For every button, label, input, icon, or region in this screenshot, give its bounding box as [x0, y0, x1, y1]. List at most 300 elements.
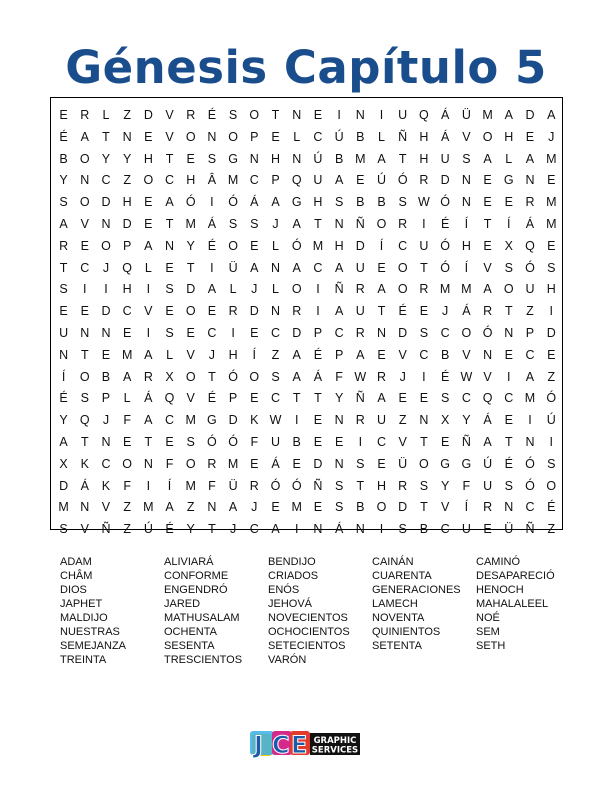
grid-letter: N [355, 108, 365, 122]
grid-letter: L [102, 108, 110, 122]
grid-letter: Y [186, 522, 195, 537]
word-list-item: SEM [476, 626, 500, 638]
grid-letter: E [165, 260, 174, 275]
grid-letter: C [165, 413, 175, 428]
grid-letter: H [313, 195, 323, 210]
grid-letter: N [292, 108, 302, 122]
grid-letter: A [334, 304, 344, 319]
grid-letter: L [123, 391, 131, 406]
grid-letter: Á [483, 413, 492, 428]
grid-letter: C [377, 434, 387, 449]
grid-letter: L [272, 238, 279, 253]
grid-letter: T [314, 216, 322, 231]
grid-letter: M [312, 238, 324, 253]
word-list-item: CRIADOS [268, 570, 319, 582]
grid-letter: Y [186, 238, 195, 253]
grid-letter: V [398, 434, 407, 449]
logo-letter-e: E [291, 731, 308, 759]
grid-letter: É [165, 522, 174, 537]
grid-letter: Ó [270, 478, 281, 493]
grid-letter: Y [462, 413, 471, 428]
grid-letter: Ú [546, 413, 556, 428]
word-list-item: BENDIJO [268, 556, 316, 568]
grid-letter: J [102, 260, 110, 275]
grid-letter: D [525, 108, 535, 122]
grid-letter: I [146, 325, 151, 340]
word-list-item: GENERACIONES [372, 584, 461, 596]
grid-letter: Í [464, 500, 469, 515]
grid-letter: R [186, 108, 196, 122]
word-list-item: DIOS [60, 584, 87, 596]
grid-letter: V [186, 391, 195, 406]
grid-letter: N [122, 129, 132, 144]
grid-letter: I [316, 304, 320, 319]
grid-letter: O [79, 151, 90, 166]
grid-letter: R [377, 369, 387, 384]
grid-letter: U [355, 304, 365, 319]
grid-letter: I [507, 369, 511, 384]
grid-letter: V [483, 369, 492, 384]
grid-letter: Á [271, 456, 280, 471]
grid-letter: Ó [207, 434, 217, 449]
grid-letter: N [165, 238, 175, 253]
grid-letter: Ó [525, 260, 535, 275]
grid-letter: Z [271, 347, 280, 362]
grid-row [51, 236, 562, 258]
grid-letter: R [80, 108, 90, 122]
grid-letter: Á [334, 522, 344, 537]
grid-letter: D [228, 413, 238, 428]
grid-letter: O [79, 195, 90, 210]
grid-letter: C [440, 522, 450, 537]
grid-letter: S [504, 478, 513, 493]
grid-letter: Á [144, 391, 153, 406]
grid-letter: Y [59, 173, 68, 188]
grid-letter: I [528, 413, 532, 428]
grid-letter: B [377, 195, 386, 210]
grid-letter: E [483, 522, 492, 537]
grid-letter: E [313, 434, 323, 449]
grid-letter: Ü [228, 260, 238, 275]
grid-letter: O [185, 129, 196, 144]
grid-letter: Z [123, 522, 131, 537]
grid-letter: U [355, 260, 365, 275]
grid-letter: I [379, 108, 384, 122]
grid-letter: E [80, 304, 89, 319]
grid-letter: Z [547, 522, 556, 537]
grid-letter: Ó [185, 195, 196, 210]
grid-letter: M [439, 282, 451, 297]
grid-letter: T [504, 304, 513, 319]
grid-letter: É [59, 391, 68, 406]
grid-letter: H [122, 195, 132, 210]
grid-letter: O [143, 173, 154, 188]
grid-letter: S [419, 478, 429, 493]
grid-letter: T [420, 500, 428, 515]
grid-letter: M [482, 108, 493, 122]
grid-letter: Í [379, 238, 384, 253]
grid-letter: N [504, 500, 514, 515]
grid-letter: E [440, 434, 450, 449]
grid-letter: J [548, 129, 555, 144]
grid-letter: N [525, 173, 535, 188]
grid-letter: C [101, 456, 111, 471]
word-list-item: TREINTA [60, 654, 107, 666]
grid-letter: U [440, 151, 450, 166]
grid-letter: Ü [461, 108, 471, 122]
grid-letter: I [231, 325, 235, 340]
grid-letter: Ñ [355, 391, 365, 406]
grid-letter: C [419, 347, 429, 362]
grid-letter: E [313, 413, 323, 428]
grid-letter: I [294, 413, 299, 428]
grid-letter: R [143, 369, 153, 384]
word-list-item: NUESTRAS [60, 626, 120, 638]
grid-letter: N [249, 151, 259, 166]
grid-letter: A [292, 216, 301, 231]
grid-letter: Z [123, 108, 131, 122]
grid-row [51, 497, 562, 519]
grid-letter: E [271, 500, 280, 515]
grid-letter: Í [252, 347, 257, 362]
grid-letter: Ñ [461, 434, 471, 449]
grid-letter: S [419, 325, 429, 340]
grid-letter: V [80, 216, 89, 231]
grid-letter: Ú [143, 522, 153, 537]
word-list-item: QUINIENTOS [372, 626, 441, 638]
grid-letter: T [80, 347, 89, 362]
word-list-item: SETH [476, 640, 506, 652]
grid-letter: T [314, 391, 322, 406]
grid-letter: I [422, 369, 426, 384]
grid-letter: T [398, 151, 407, 166]
grid-letter: U [483, 478, 493, 493]
grid-letter: I [210, 260, 214, 275]
grid-letter: Q [419, 108, 429, 122]
grid-letter: D [355, 238, 365, 253]
grid-letter: N [334, 413, 344, 428]
grid-letter: E [419, 391, 429, 406]
grid-letter: E [483, 173, 492, 188]
grid-letter: E [547, 238, 556, 253]
grid-row [51, 410, 562, 432]
grid-letter: C [270, 391, 281, 406]
grid-letter: A [292, 347, 301, 362]
grid-letter: V [165, 129, 174, 144]
grid-letter: C [525, 500, 535, 515]
grid-letter: A [80, 129, 89, 144]
grid-letter: O [419, 456, 429, 471]
grid-letter: Ñ [334, 282, 344, 297]
grid-letter: N [313, 522, 323, 537]
word-list-item: SETECIENTOS [268, 640, 346, 652]
grid-letter: Á [80, 478, 89, 493]
grid-letter: T [186, 260, 195, 275]
grid-letter: R [59, 238, 69, 253]
word-list-item: SETENTA [372, 640, 422, 652]
grid-letter: B [419, 522, 429, 537]
grid-letter: E [292, 456, 301, 471]
grid-letter: A [377, 391, 386, 406]
grid-letter: J [251, 500, 258, 515]
grid-letter: É [440, 369, 450, 384]
grid-letter: W [354, 369, 367, 384]
grid-letter: I [210, 195, 214, 210]
grid-letter: P [228, 391, 238, 406]
grid-letter: N [80, 325, 90, 340]
grid-letter: E [186, 325, 195, 340]
grid-letter: R [419, 282, 429, 297]
grid-letter: S [228, 108, 238, 122]
grid-letter: Q [122, 260, 133, 275]
grid-letter: N [504, 325, 514, 340]
grid-letter: I [83, 282, 87, 297]
grid-row [51, 105, 562, 127]
grid-letter: A [483, 434, 492, 449]
grid-letter: V [462, 347, 471, 362]
grid-letter: Í [464, 216, 469, 231]
grid-letter: A [356, 347, 365, 362]
grid-letter: Ó [291, 238, 302, 253]
grid-letter: Ó [228, 369, 238, 384]
grid-letter: S [398, 522, 407, 537]
grid-letter: S [271, 369, 280, 384]
grid-letter: V [440, 500, 450, 515]
grid-letter: É [207, 238, 217, 253]
grid-letter: U [377, 413, 387, 428]
grid-letter: É [398, 304, 407, 319]
word-list-item: SESENTA [164, 640, 215, 652]
grid-letter: E [80, 238, 89, 253]
grid-letter: R [228, 304, 238, 319]
word-list-item: SEMEJANZA [60, 640, 127, 652]
grid-letter: Ó [228, 195, 238, 210]
grid-letter: S [398, 195, 407, 210]
grid-letter: Ñ [101, 522, 111, 537]
grid-row [51, 127, 562, 149]
grid-letter: T [59, 260, 68, 275]
grid-letter: N [59, 347, 69, 362]
grid-letter: T [292, 391, 301, 406]
grid-letter: S [356, 456, 365, 471]
grid-row [51, 170, 562, 192]
grid-letter: O [185, 456, 196, 471]
grid-letter: H [143, 151, 153, 166]
grid-row [51, 454, 562, 476]
grid-letter: A [165, 195, 174, 210]
word-list-item: NOÉ [476, 612, 500, 624]
grid-letter: É [207, 108, 217, 122]
grid-letter: Z [123, 500, 131, 515]
letter-grid-table [51, 105, 562, 541]
grid-letter: N [355, 522, 365, 537]
grid-letter: V [144, 304, 153, 319]
grid-letter: J [229, 522, 237, 537]
logo-text-services: SERVICES [311, 745, 359, 756]
grid-letter: A [144, 347, 153, 362]
grid-letter: M [291, 500, 302, 515]
grid-letter: D [249, 304, 259, 319]
grid-letter: O [79, 369, 90, 384]
grid-letter: S [59, 522, 68, 537]
grid-letter: D [292, 325, 302, 340]
grid-letter: A [207, 282, 217, 297]
grid-letter: U [419, 238, 429, 253]
grid-row [51, 149, 562, 171]
grid-letter: L [166, 347, 174, 362]
grid-letter: C [504, 391, 514, 406]
grid-letter: E [313, 108, 323, 122]
word-list-item: LAMECH [372, 598, 418, 610]
grid-letter: M [227, 456, 239, 471]
grid-letter: E [250, 238, 259, 253]
grid-letter: E [101, 347, 111, 362]
grid-letter: C [165, 173, 175, 188]
grid-letter: É [59, 129, 68, 144]
grid-letter: F [462, 478, 471, 493]
grid-letter: U [398, 108, 408, 122]
grid-letter: G [291, 195, 302, 210]
grid-letter: M [524, 391, 536, 406]
grid-letter: N [270, 260, 281, 275]
grid-letter: D [101, 195, 111, 210]
grid-letter: R [483, 500, 493, 515]
word-list-item: ADAM [60, 556, 92, 568]
grid-letter: U [59, 325, 69, 340]
grid-letter: P [271, 173, 280, 188]
grid-letter: D [122, 216, 132, 231]
grid-letter: D [59, 478, 69, 493]
grid-letter: E [377, 260, 386, 275]
grid-letter: R [525, 195, 535, 210]
grid-letter: H [461, 238, 471, 253]
grid-letter: I [549, 434, 554, 449]
grid-letter: É [313, 347, 323, 362]
grid-letter: A [504, 108, 513, 122]
grid-letter: U [525, 282, 535, 297]
grid-letter: K [250, 413, 259, 428]
grid-letter: Ó [440, 238, 450, 253]
grid-letter: E [334, 434, 344, 449]
grid-letter: T [102, 129, 110, 144]
grid-letter: M [143, 500, 154, 515]
grid-letter: B [440, 347, 450, 362]
grid-letter: I [104, 282, 108, 297]
grid-letter: Z [398, 413, 407, 428]
grid-letter: O [249, 108, 260, 122]
grid-letter: E [59, 108, 68, 122]
grid-letter: E [377, 456, 386, 471]
grid-letter: A [483, 151, 492, 166]
grid-letter: T [165, 151, 174, 166]
grid-letter: Ó [440, 195, 450, 210]
grid-letter: O [503, 282, 514, 297]
grid-letter: O [397, 260, 408, 275]
grid-letter: G [228, 151, 238, 166]
grid-letter: T [271, 108, 280, 122]
grid-letter: D [398, 500, 408, 515]
grid-letter: É [207, 391, 217, 406]
grid-letter: J [442, 304, 449, 319]
word-list-item: JEHOVÁ [268, 598, 313, 610]
grid-letter: Y [59, 413, 68, 428]
grid-letter: X [504, 238, 513, 253]
grid-letter: E [525, 129, 535, 144]
grid-letter: T [420, 434, 428, 449]
grid-letter: E [504, 413, 513, 428]
grid-letter: C [313, 129, 323, 144]
grid-letter: T [144, 434, 153, 449]
grid-letter: M [461, 282, 472, 297]
grid-row [51, 432, 562, 454]
grid-letter: D [398, 325, 408, 340]
word-list-item: DESAPARECIÓ [476, 570, 555, 582]
grid-letter: O [101, 238, 111, 253]
grid-letter: I [549, 304, 554, 319]
grid-letter: D [440, 173, 450, 188]
grid-letter: L [229, 282, 237, 297]
grid-letter: O [228, 238, 238, 253]
grid-letter: J [208, 347, 216, 362]
grid-letter: I [358, 434, 363, 449]
grid-letter: C [101, 173, 111, 188]
grid-letter: A [525, 151, 535, 166]
grid-letter: S [547, 260, 556, 275]
grid-letter: E [250, 456, 259, 471]
grid-letter: S [334, 500, 344, 515]
grid-letter: N [270, 304, 281, 319]
grid-letter: O [122, 456, 133, 471]
grid-letter: E [356, 173, 365, 188]
grid-letter: P [101, 391, 111, 406]
grid-letter: S [547, 456, 556, 471]
grid-letter: O [482, 129, 493, 144]
grid-letter: Â [207, 173, 217, 188]
grid-letter: J [399, 369, 406, 384]
grid-letter: R [207, 456, 217, 471]
jce-graphic-services-logo [250, 727, 362, 761]
grid-letter: M [185, 413, 196, 428]
grid-letter: E [504, 347, 513, 362]
word-list-item: ALIVIARÁ [164, 556, 214, 568]
grid-letter: Q [164, 391, 175, 406]
grid-letter: E [271, 129, 280, 144]
grid-letter: D [143, 108, 153, 122]
grid-letter: W [460, 369, 473, 384]
grid-letter: T [165, 216, 174, 231]
grid-letter: N [292, 151, 302, 166]
grid-letter: O [461, 325, 472, 340]
grid-letter: A [250, 260, 259, 275]
word-list-item: ENGENDRÓ [164, 584, 228, 596]
grid-letter: C [313, 260, 323, 275]
grid-letter: P [525, 325, 535, 340]
grid-letter: A [228, 500, 238, 515]
grid-letter: E [186, 151, 195, 166]
grid-letter: É [547, 500, 556, 515]
grid-letter: N [101, 434, 111, 449]
grid-letter: A [165, 500, 174, 515]
grid-letter: V [483, 260, 492, 275]
grid-letter: N [377, 325, 387, 340]
grid-letter: A [271, 522, 280, 537]
grid-letter: J [102, 413, 110, 428]
grid-letter: N [80, 500, 90, 515]
grid-letter: D [101, 304, 111, 319]
grid-letter: T [80, 434, 89, 449]
grid-letter: R [398, 216, 408, 231]
grid-letter: A [292, 260, 301, 275]
